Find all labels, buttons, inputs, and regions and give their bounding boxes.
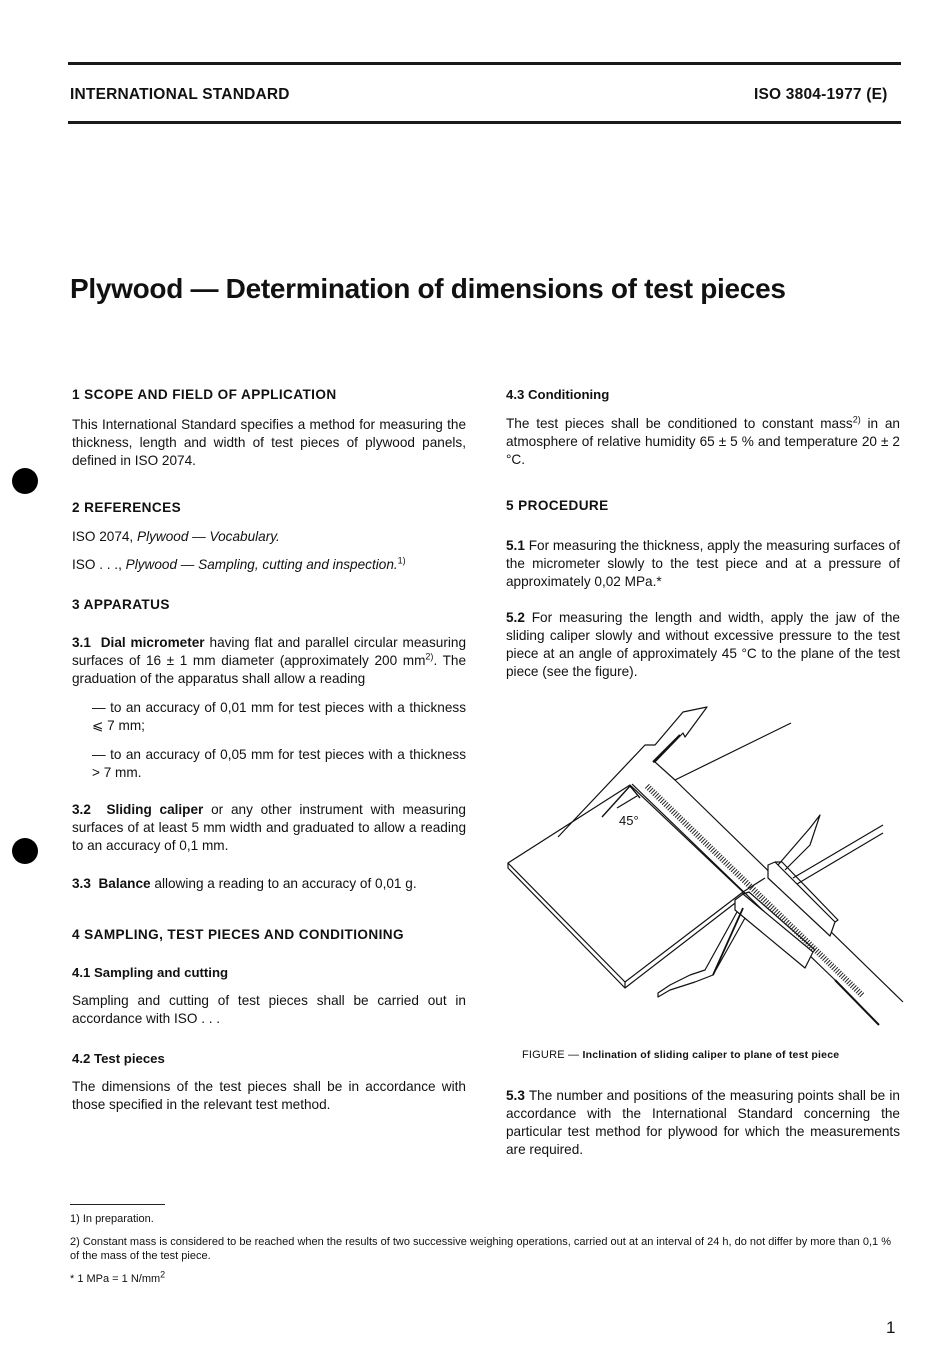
- accuracy-item-1: — to an accuracy of 0,01 mm for test pieces with a thickness ⩽ 7 mm;: [92, 700, 466, 733]
- reference-1-code: ISO 2074,: [72, 529, 137, 544]
- footnote-ref-2: 2): [425, 651, 434, 662]
- clause-3-2-number: 3.2: [72, 802, 91, 817]
- clause-4-3-body: [506, 415, 900, 469]
- header-right: ISO 3804-1977 (E): [754, 86, 888, 103]
- clause-4-3-heading: 4.3 Conditioning: [506, 387, 610, 402]
- header-left: INTERNATIONAL STANDARD: [70, 86, 290, 103]
- clause-3-3-text: allowing a reading to an accuracy of 0,01 g.: [150, 876, 417, 891]
- section-2-heading: 2 REFERENCES: [72, 500, 182, 515]
- footnote-3-text: * 1 MPa = 1 N/mm: [70, 1273, 161, 1285]
- clause-4-3-text: The test pieces shall be conditioned to constant mass: [506, 416, 853, 431]
- clause-3-3-number: 3.3: [72, 876, 91, 891]
- clause-3-1-number: 3.1: [72, 635, 91, 650]
- clause-3-3-term: Balance: [98, 876, 151, 891]
- reference-1-title: Plywood — Vocabulary.: [137, 529, 280, 544]
- right-column: [506, 386, 900, 681]
- reference-1: [72, 528, 466, 546]
- left-column: [72, 386, 466, 1114]
- reference-2-code: ISO . . .,: [72, 557, 126, 572]
- clause-5-1-number: 5.1: [506, 538, 525, 553]
- footnote-3-sup: 2: [160, 1269, 166, 1280]
- clause-5-3-number: 5.3: [506, 1088, 525, 1103]
- section-4-heading: 4 SAMPLING, TEST PIECES AND CONDITIONING: [72, 927, 404, 942]
- clause-3-2: [72, 801, 466, 855]
- header-bottom-rule: [68, 121, 901, 124]
- reference-2: [72, 556, 466, 574]
- section-1-body: This International Standard specifies a method for measuring the thickness, length and width of test pieces of plywood panels, defined in ISO 2074.: [72, 417, 466, 468]
- figure-caption: [522, 1049, 839, 1061]
- punch-hole-top: [12, 468, 38, 494]
- figure-caption-title: Inclination of sliding caliper to plane of test piece: [582, 1049, 840, 1061]
- clause-3-3: [72, 875, 466, 893]
- section-3-heading: 3 APPARATUS: [72, 597, 170, 612]
- page-number: 1: [886, 1318, 896, 1337]
- clause-5-2-text: For measuring the length and width, apply the jaw of the sliding caliper slowly and without excessive pressure to the test piece at an angle of approximately 45 °C to the plane of the test piece (see the figure).: [506, 610, 900, 679]
- caliper-figure: [495, 700, 915, 1040]
- footnote-ref-1: 1): [397, 555, 406, 566]
- right-column-lower: [506, 1087, 900, 1159]
- clause-4-2-body: The dimensions of the test pieces shall be in accordance with those specified in the relevant test method.: [72, 1079, 466, 1112]
- clause-4-1-body: Sampling and cutting of test pieces shall be carried out in accordance with ISO . . .: [72, 993, 466, 1026]
- accuracy-item-2: — to an accuracy of 0,05 mm for test pieces with a thickness > 7 mm.: [92, 747, 466, 780]
- angle-label: 45°: [619, 813, 639, 828]
- clause-4-3-text-cont: in an atmosphere of relative humidity 65 ± 5 % and temperature 20 ± 2 °C.: [506, 416, 900, 467]
- clause-3-1-text-cont: . The graduation of the apparatus shall allow a reading: [72, 653, 467, 686]
- clause-3-2-term: Sliding caliper: [106, 802, 204, 817]
- clause-5-2-number: 5.2: [506, 610, 525, 625]
- clause-5-1: [506, 537, 900, 591]
- section-5-heading: 5 PROCEDURE: [506, 498, 609, 513]
- clause-5-1-text: For measuring the thickness, apply the measuring surfaces of the micrometer slowly to the test piece and at a pressure of approximately 0,02 MPa.*: [506, 538, 900, 589]
- page-title: Plywood — Determination of dimensions of test pieces: [70, 273, 786, 304]
- header-top-rule: [68, 62, 901, 65]
- footnote-ref-2b: 2): [852, 414, 861, 425]
- clause-5-2: [506, 609, 900, 681]
- section-1-heading: 1 SCOPE AND FIELD OF APPLICATION: [72, 387, 337, 402]
- clause-5-3-text: The number and positions of the measuring points shall be in accordance with the International Standard concerning the particular test method for plywood for which the measurements are required.: [506, 1088, 900, 1157]
- clause-3-1-term: Dial micrometer: [100, 635, 205, 650]
- footnote-3: [70, 1269, 900, 1286]
- footnote-1: 1) In preparation.: [70, 1213, 154, 1225]
- clause-3-1: [72, 634, 466, 688]
- punch-hole-bottom: [12, 838, 38, 864]
- clause-4-1-heading: 4.1 Sampling and cutting: [72, 965, 229, 980]
- footnote-rule: [70, 1204, 165, 1205]
- figure-caption-prefix: FIGURE —: [522, 1049, 583, 1061]
- clause-3-2-text: or any other instrument with measuring surfaces of at least 5 mm width and graduated to allow a reading to an accuracy of 0,1 mm.: [72, 802, 466, 853]
- reference-2-title: Plywood — Sampling, cutting and inspection.: [125, 557, 398, 572]
- footnote-2: 2) Constant mass is considered to be reached when the results of two successive weighing operations, carried out at an interval of 24 h, do not differ by more than 0,1 % of the mass of the test piece.: [70, 1236, 891, 1262]
- clause-3-1-text: having flat and parallel circular measuring surfaces of 16 ± 1 mm diameter (approximately 200 mm: [72, 635, 467, 668]
- clause-4-2-heading: 4.2 Test pieces: [72, 1051, 165, 1066]
- clause-5-3: [506, 1087, 900, 1159]
